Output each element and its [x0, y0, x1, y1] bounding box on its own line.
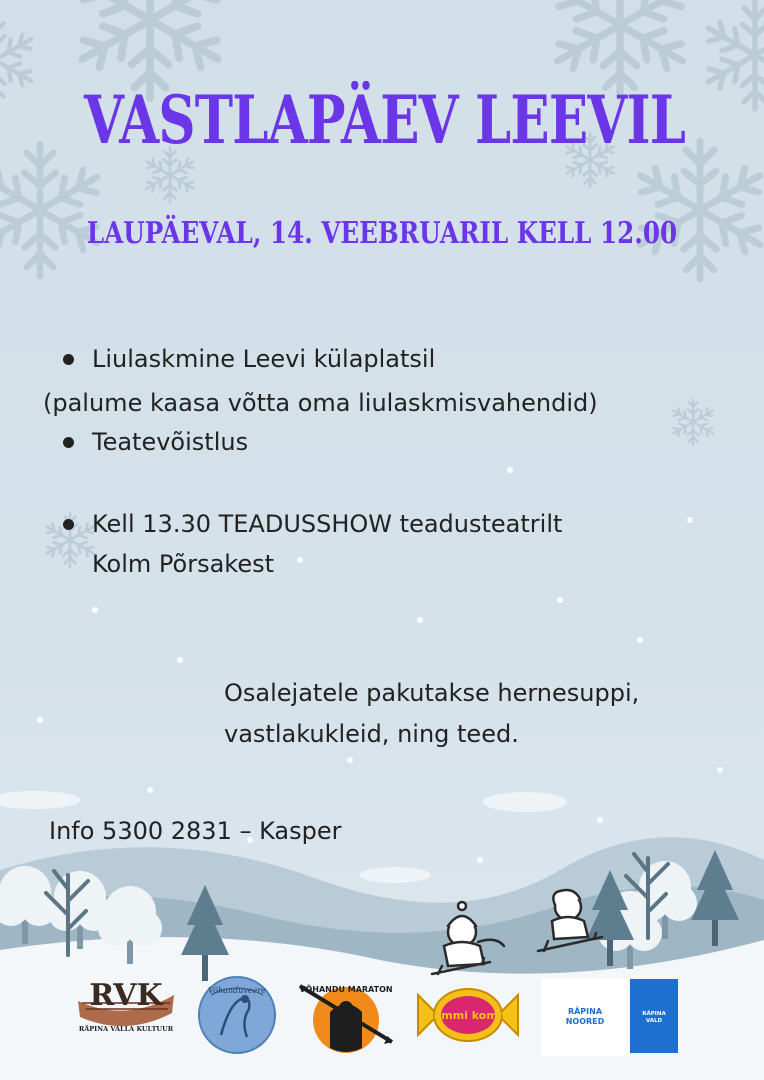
offer-line-2: vastlakukleid, ning teed. [224, 720, 519, 748]
rapina-vald-logo-line1: RÄPINA [642, 1011, 666, 1017]
vohanduveere-logo-image [197, 975, 277, 1055]
activity-sledding-note: (palume kaasa võtta oma liulaskmisvahendid) [43, 389, 598, 417]
kommi-komm-logo [414, 983, 522, 1047]
offer-line-1: Osalejatele pakutakse hernesuppi, [224, 679, 640, 707]
event-date-time: LAUPÄEVAL, 14. VEEBRUARIL KELL 12.00 [86, 216, 678, 251]
kommi-komm-logo-image [414, 983, 522, 1047]
activity-sledding: Liulaskmine Leevi külaplatsil [92, 345, 436, 373]
vohandu-maraton-logo [296, 978, 396, 1054]
vohanduveere-logo-mark: Võhanduveere [208, 986, 266, 995]
rvk-logo-mark: RVK [89, 978, 163, 1013]
vohandu-maraton-logo-image [296, 978, 396, 1054]
rapina-vald-logo [630, 979, 678, 1053]
rapina-noored-logo-line2: NOORED [565, 1017, 605, 1026]
contact-info: Info 5300 2831 – Kasper [49, 817, 342, 845]
kommi-komm-logo-mark: kommi komm [426, 1009, 510, 1022]
activity-relay: Teatevõistlus [92, 428, 249, 456]
rvk-logo-image [72, 973, 180, 1035]
rapina-vald-logo-line2: VALD [645, 1018, 663, 1024]
bullet-icon [63, 354, 74, 365]
rvk-logo-caption: RÄPINA VALLA KULTUUR [78, 1025, 174, 1033]
vohanduveere-logo [197, 975, 277, 1055]
rapina-vald-logo-image [630, 979, 678, 1053]
rvk-logo [72, 973, 180, 1035]
activity-science-show: Kell 13.30 TEADUSSHOW teadusteatrilt [92, 510, 563, 538]
page-title: VASTLAPÄEV LEEVIL [84, 81, 686, 159]
bullet-icon [63, 437, 74, 448]
rapina-noored-logo-image [541, 978, 629, 1056]
bullet-icon [63, 519, 74, 530]
activity-science-show-performer: Kolm Põrsakest [92, 550, 275, 578]
rapina-noored-logo-line1: RÄPINA [567, 1007, 603, 1016]
vohandu-maraton-logo-mark: VÕHANDU MARATON [299, 985, 393, 994]
rapina-noored-logo [541, 978, 629, 1056]
